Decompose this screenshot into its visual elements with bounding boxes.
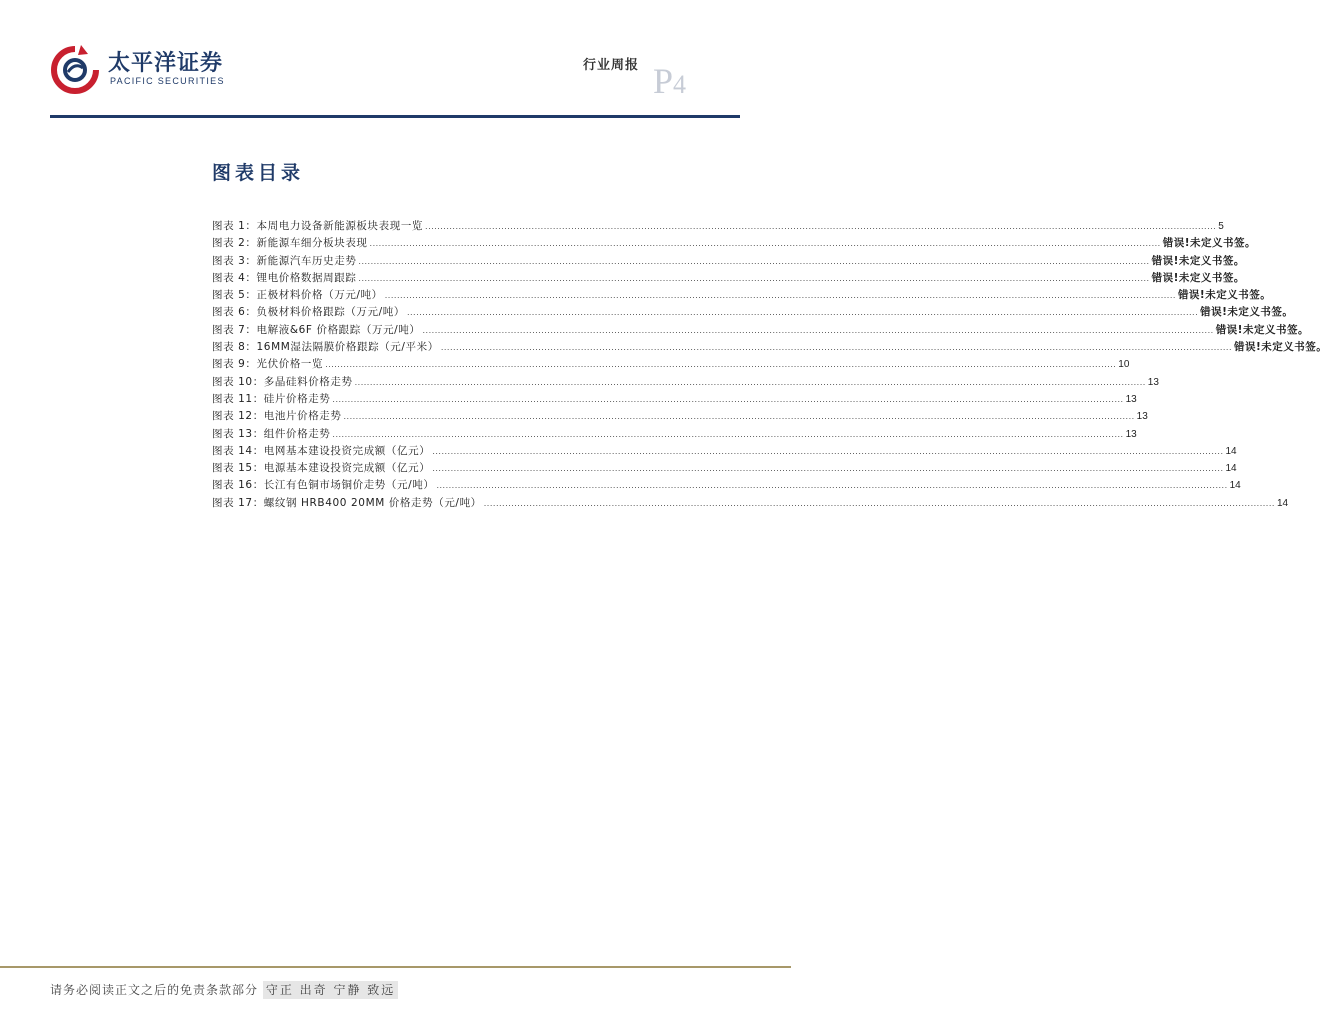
toc-leader-dots: .................................................................................................................................................................................................................................................................... (436, 481, 1228, 491)
toc-entry-label[interactable]: 图表 7：电解液&6F 价格跟踪（万元/吨） (212, 323, 421, 336)
report-type: 行业周报 (583, 58, 640, 73)
toc-entry-page[interactable]: 错误!未定义书签。 (1200, 306, 1294, 319)
toc-leader-dots: .................................................................................................................................................................................................................................................................... (358, 273, 1150, 283)
toc-leader-dots: .................................................................................................................................................................................................................................................................... (332, 394, 1124, 404)
toc-entry-page[interactable]: 错误!未定义书签。 (1151, 271, 1245, 284)
toc-leader-dots: .................................................................................................................................................................................................................................................................... (325, 360, 1117, 370)
toc-entry-page[interactable]: 错误!未定义书签。 (1234, 341, 1327, 354)
toc-entry[interactable] (212, 391, 1137, 408)
toc-entry-page[interactable]: 错误!未定义书签。 (1162, 237, 1256, 250)
toc-entry[interactable] (212, 408, 1148, 425)
toc-entry[interactable] (212, 253, 1245, 270)
toc-leader-dots: .................................................................................................................................................................................................................................................................... (384, 291, 1176, 301)
toc-entry-page[interactable]: 13 (1147, 376, 1159, 388)
footer-divider (0, 966, 791, 968)
toc-title: 图表目录 (212, 162, 305, 184)
toc-list (212, 218, 1327, 512)
toc-leader-dots: .................................................................................................................................................................................................................................................................... (343, 412, 1135, 422)
toc-entry-label[interactable]: 图表 1：本周电力设备新能源板块表现一览 (212, 220, 424, 232)
toc-leader-dots: .................................................................................................................................................................................................................................................................... (406, 308, 1199, 318)
toc-leader-dots: .................................................................................................................................................................................................................................................................... (358, 256, 1150, 266)
toc-entry[interactable] (212, 287, 1272, 304)
toc-entry-label[interactable]: 图表 5：正极材料价格（万元/吨） (212, 289, 383, 302)
toc-entry-page[interactable]: 14 (1225, 445, 1237, 457)
header-divider (50, 115, 740, 118)
page-digit: 4 (673, 70, 687, 99)
toc-entry-page[interactable]: 错误!未定义书签。 (1177, 289, 1272, 302)
toc-entry-label[interactable]: 图表 15：电源基本建设投资完成额（亿元） (212, 462, 431, 475)
toc-entry-label[interactable]: 图表 16：长江有色铜市场铜价走势（元/吨） (212, 479, 435, 492)
toc-leader-dots: .................................................................................................................................................................................................................................................................... (369, 239, 1161, 249)
company-logo (48, 42, 248, 96)
toc-entry-label[interactable]: 图表 8：16MM湿法隔膜价格跟踪（元/平米） (212, 341, 439, 354)
footer-motto: 守正 出奇 宁静 致远 (263, 981, 398, 999)
toc-entry-page[interactable]: 13 (1125, 428, 1137, 440)
toc-entry-page[interactable]: 13 (1136, 411, 1148, 423)
toc-entry[interactable] (212, 443, 1237, 460)
toc-entry[interactable] (212, 426, 1137, 443)
toc-entry-label[interactable]: 图表 2：新能源车细分板块表现 (212, 237, 368, 250)
toc-entry-page[interactable]: 14 (1276, 497, 1289, 509)
footer-disclaimer: 请务必阅读正文之后的免责条款部分 (50, 983, 259, 997)
toc-entry[interactable] (212, 477, 1241, 494)
toc-entry-label[interactable]: 图表 11：硅片价格走势 (212, 392, 331, 405)
toc-entry-page[interactable]: 错误!未定义书签。 (1215, 323, 1309, 336)
toc-leader-dots: .................................................................................................................................................................................................................................................................... (332, 429, 1124, 439)
toc-leader-dots: .................................................................................................................................................................................................................................................................... (425, 222, 1217, 231)
toc-entry[interactable] (212, 218, 1224, 235)
toc-entry-label[interactable]: 图表 14：电网基本建设投资完成额（亿元） (212, 444, 431, 457)
toc-entry-page[interactable]: 5 (1218, 221, 1224, 232)
toc-entry-page[interactable]: 14 (1229, 480, 1241, 492)
toc-entry-label[interactable]: 图表 4：锂电价格数据周跟踪 (212, 271, 357, 284)
toc-entry[interactable] (212, 356, 1130, 373)
toc-entry-label[interactable]: 图表 9：光伏价格一览 (212, 358, 324, 371)
company-name-cn: 太平洋证券 (108, 51, 224, 76)
page-number (653, 60, 686, 102)
toc-leader-dots: .................................................................................................................................................................................................................................................................... (422, 325, 1214, 335)
toc-entry[interactable] (212, 235, 1256, 252)
toc-entry-page[interactable]: 错误!未定义书签。 (1151, 254, 1245, 267)
toc-entry[interactable] (212, 339, 1327, 356)
toc-entry[interactable] (212, 322, 1309, 339)
toc-leader-dots: .................................................................................................................................................................................................................................................................... (354, 377, 1146, 387)
toc-entry-label[interactable]: 图表 10：多晶硅料价格走势 (212, 375, 353, 388)
toc-leader-dots: .................................................................................................................................................................................................................................................................... (432, 464, 1224, 474)
toc-entry[interactable] (212, 374, 1159, 391)
toc-entry-page[interactable]: 13 (1125, 393, 1137, 405)
toc-entry-label[interactable]: 图表 3：新能源汽车历史走势 (212, 254, 357, 267)
page-letter: P (653, 61, 674, 101)
toc-entry[interactable] (212, 270, 1245, 287)
toc-entry-label[interactable]: 图表 17：螺纹钢 HRB400 20MM 价格走势（元/吨） (212, 496, 482, 509)
toc-entry-label[interactable]: 图表 12：电池片价格走势 (212, 410, 342, 423)
toc-entry[interactable] (212, 304, 1294, 321)
pacific-securities-logo-icon (48, 42, 102, 96)
toc-entry-page[interactable]: 10 (1118, 359, 1130, 371)
toc-entry-label[interactable]: 图表 13：组件价格走势 (212, 427, 331, 440)
toc-leader-dots: .................................................................................................................................................................................................................................................................... (483, 498, 1275, 508)
toc-leader-dots: .................................................................................................................................................................................................................................................................... (440, 343, 1233, 353)
toc-entry[interactable] (212, 495, 1289, 512)
toc-entry[interactable] (212, 460, 1237, 477)
toc-leader-dots: .................................................................................................................................................................................................................................................................... (432, 446, 1224, 456)
company-name-en: PACIFIC SECURITIES (110, 76, 225, 86)
toc-entry-label[interactable]: 图表 6：负极材料价格跟踪（万元/吨） (212, 306, 405, 319)
footer (50, 981, 398, 998)
toc-entry-page[interactable]: 14 (1225, 463, 1237, 475)
